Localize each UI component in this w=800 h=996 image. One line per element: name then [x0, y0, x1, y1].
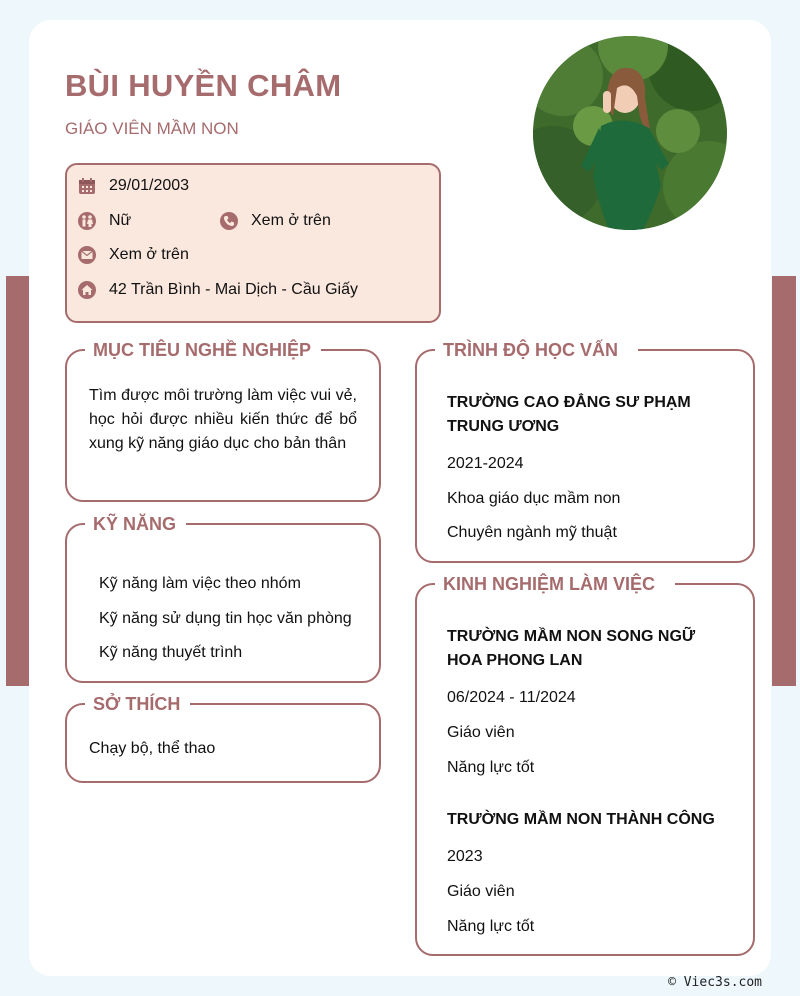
candidate-name: BÙI HUYỀN CHÂM	[65, 68, 342, 103]
birthday-text: 29/01/2003	[109, 177, 190, 194]
email-icon	[77, 245, 97, 265]
gender-text: Nữ	[109, 212, 132, 229]
skill-item: Kỹ năng thuyết trình	[99, 644, 243, 661]
education-heading: TRÌNH ĐỘ HỌC VẤN	[435, 338, 638, 362]
gender-row	[77, 211, 131, 231]
job-period: 06/2024 - 11/2024	[447, 689, 576, 706]
phone-row	[219, 211, 331, 231]
job-company-line1: TRƯỜNG MẦM NON SONG NGỮ	[447, 628, 696, 645]
right-decor-band	[772, 276, 796, 686]
education-faculty: Khoa giáo dục mầm non	[447, 490, 621, 507]
gender-icon	[77, 211, 97, 231]
job-role: Giáo viên	[447, 724, 515, 741]
job-role: Giáo viên	[447, 883, 515, 900]
home-icon	[77, 280, 97, 300]
education-school-line1: TRƯỜNG CAO ĐẲNG SƯ PHẠM	[447, 394, 691, 411]
objective-heading: MỤC TIÊU NGHỀ NGHIỆP	[85, 338, 321, 362]
job-company-line2: HOA PHONG LAN	[447, 652, 583, 669]
phone-icon	[219, 211, 239, 231]
phone-text: Xem ở trên	[251, 212, 331, 229]
hobbies-heading: SỞ THÍCH	[85, 692, 190, 716]
education-period: 2021-2024	[447, 455, 524, 472]
email-row	[77, 245, 189, 265]
skill-item: Kỹ năng làm việc theo nhóm	[99, 575, 301, 592]
avatar	[533, 36, 727, 230]
address-text: 42 Trần Bình - Mai Dịch - Cầu Giấy	[109, 281, 358, 298]
footer-copyright: © Viec3s.com	[668, 975, 762, 990]
job-note: Năng lực tốt	[447, 918, 535, 935]
job-period: 2023	[447, 848, 483, 865]
skills-heading: KỸ NĂNG	[85, 512, 186, 536]
education-major: Chuyên ngành mỹ thuật	[447, 524, 617, 541]
job-title: GIÁO VIÊN MẦM NON	[65, 119, 239, 138]
address-row	[77, 280, 358, 300]
hobbies-text: Chạy bộ, thể thao	[89, 740, 216, 757]
birthday-row	[77, 176, 189, 196]
job-company-line1: TRƯỜNG MẦM NON THÀNH CÔNG	[447, 811, 715, 828]
calendar-icon	[77, 176, 97, 196]
education-school-line2: TRUNG ƯƠNG	[447, 418, 560, 435]
objective-text: Tìm được môi trường làm việc vui vẻ, học hỏi được nhiều kiến thức để bổ xung kỹ năng giáo dục cho bản thân	[89, 387, 357, 452]
skill-item: Kỹ năng sử dụng tin học văn phòng	[99, 610, 352, 627]
left-decor-band	[6, 276, 30, 686]
email-text: Xem ở trên	[109, 246, 189, 263]
experience-heading: KINH NGHIỆM LÀM VIỆC	[435, 572, 675, 596]
job-note: Năng lực tốt	[447, 759, 535, 776]
